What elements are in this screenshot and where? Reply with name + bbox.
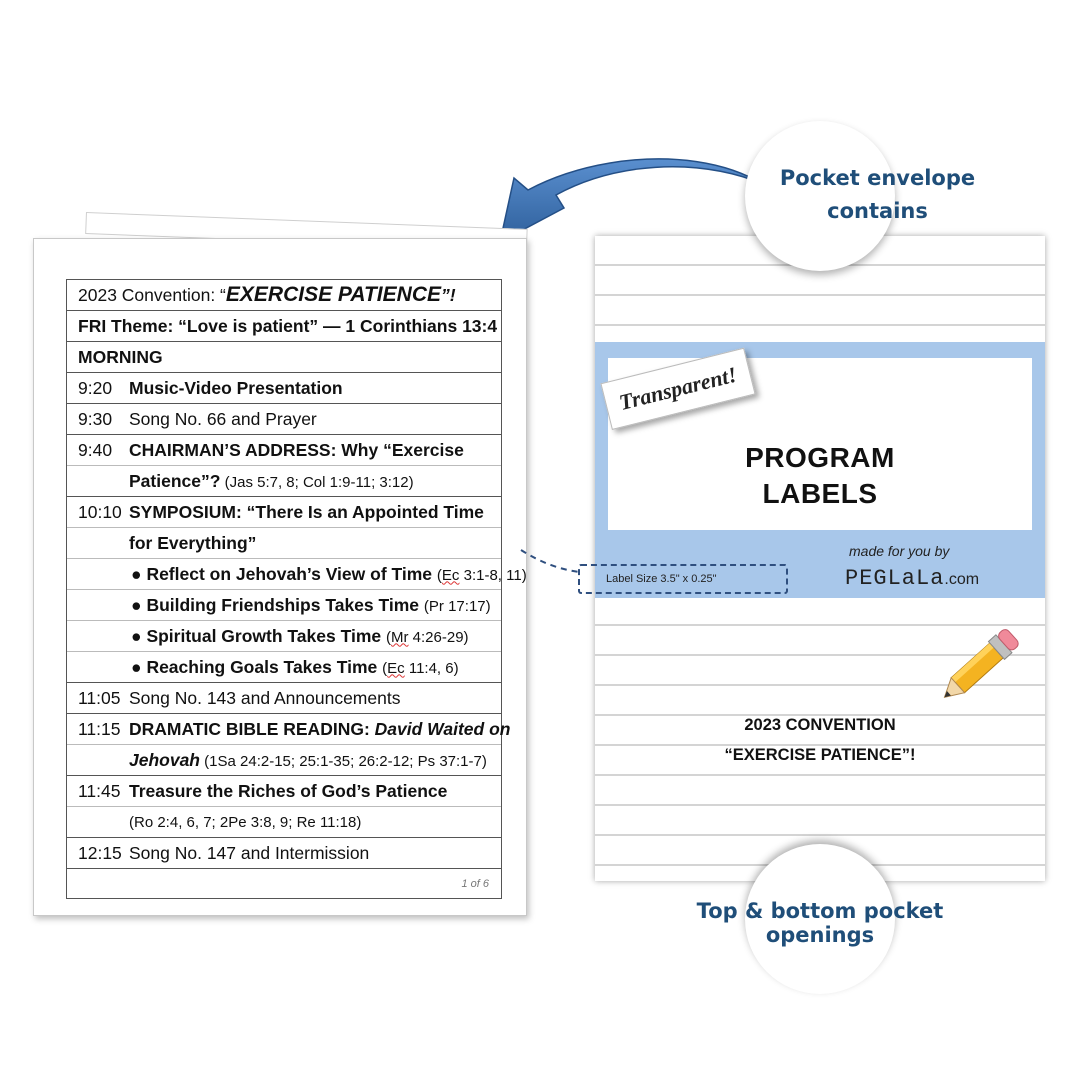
table-row: 11:45 Treasure the Riches of God’s Patience — [67, 776, 501, 807]
table-row: 10:10 SYMPOSIUM: “There Is an Appointed Time — [67, 497, 501, 528]
table-row: 11:15 DRAMATIC BIBLE READING: David Waited on — [67, 714, 501, 745]
dashed-connector — [519, 548, 581, 578]
list-item: ● Reflect on Jehovah’s View of Time (Ec 3:1-8, 11) — [67, 559, 501, 590]
transparent-badge: Transparent! — [600, 348, 755, 430]
brand-logo: PEGLaLa.com — [845, 566, 980, 591]
convention-line: “EXERCISE PATIENCE”! — [724, 746, 916, 764]
list-item: ● Reaching Goals Takes Time (Ec 11:4, 6) — [67, 652, 501, 683]
caption-bottom: Top & bottom pocket openings — [696, 899, 944, 947]
table-row: 9:20 Music-Video Presentation — [67, 373, 501, 404]
table-row: Patience”? (Jas 5:7, 8; Col 1:9-11; 3:12) — [67, 466, 501, 497]
envelope-title: LABELS — [762, 478, 878, 509]
envelope-title: PROGRAM — [745, 442, 895, 473]
pencil-icon — [930, 626, 1030, 710]
table-row: 9:40 CHAIRMAN’S ADDRESS: Why “Exercise — [67, 435, 501, 466]
caption-top: Pocket envelope contains — [779, 166, 976, 223]
session-heading: MORNING — [67, 342, 501, 373]
list-item: ● Spiritual Growth Takes Time (Mr 4:26-29) — [67, 621, 501, 652]
pocket-envelope — [595, 236, 1045, 881]
page-number: 1 of 6 — [67, 869, 501, 899]
table-row: Jehovah (1Sa 24:2-15; 25:1-35; 26:2-12; Ps 37:1-7) — [67, 745, 501, 776]
label-size-box: Label Size 3.5" x 0.25" — [578, 564, 788, 594]
list-item: ● Building Friendships Takes Time (Pr 17:17) — [67, 590, 501, 621]
table-row: 11:05 Song No. 143 and Announcements — [67, 683, 501, 714]
table-row: 9:30 Song No. 66 and Prayer — [67, 404, 501, 435]
made-for-text: made for you by — [849, 543, 950, 559]
table-row: for Everything” — [67, 528, 501, 559]
table-row: (Ro 2:4, 6, 7; 2Pe 3:8, 9; Re 11:18) — [67, 807, 501, 838]
theme-line: FRI Theme: “Love is patient” — 1 Corinthians 13:4 — [67, 311, 501, 342]
table-row: 12:15 Song No. 147 and Intermission — [67, 838, 501, 869]
convention-line: 2023 CONVENTION — [744, 716, 896, 734]
program-header: 2023 Convention: “EXERCISE PATIENCE”! — [67, 280, 501, 311]
program-table — [66, 279, 527, 899]
